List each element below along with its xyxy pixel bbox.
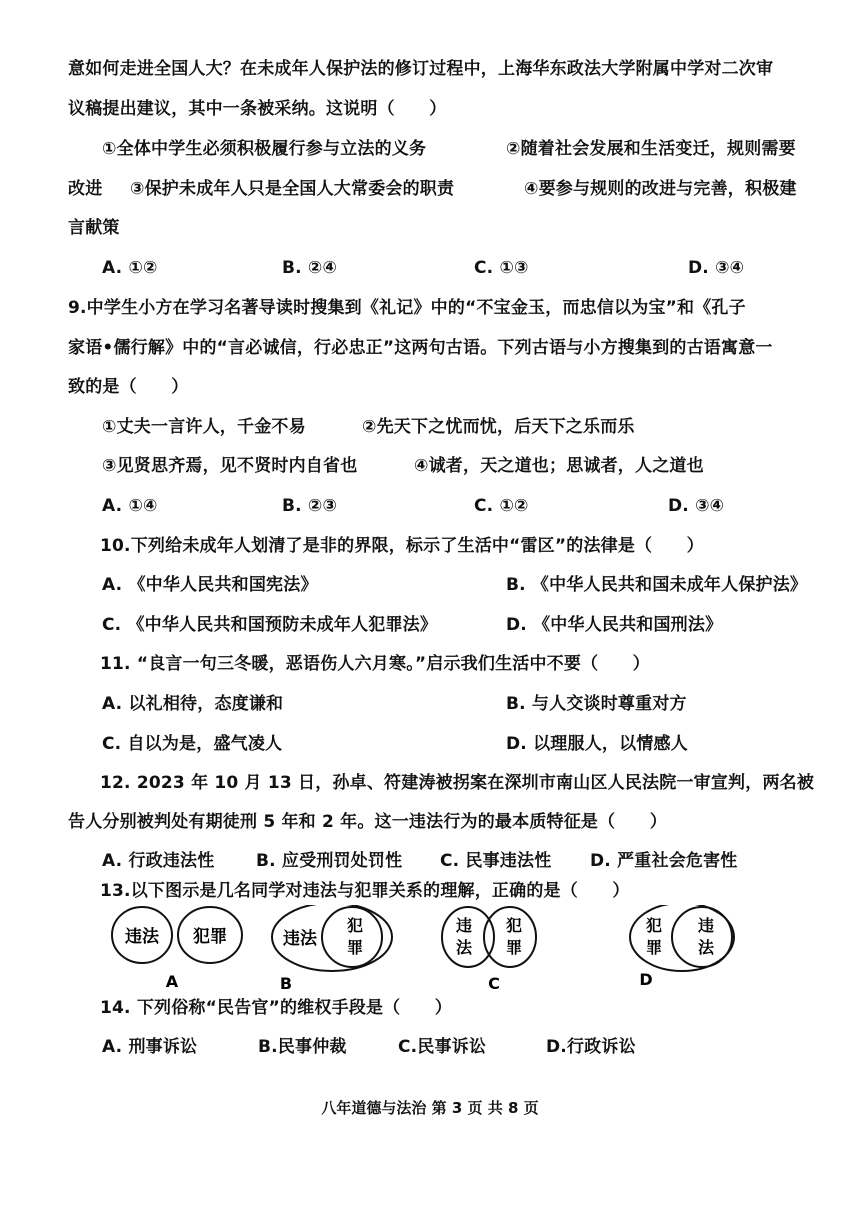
- text-line: D.行政诉讼: [546, 1037, 636, 1057]
- text-line: ①全体中学生必须积极履行参与立法的义务: [102, 139, 427, 159]
- text-line: A. 以礼相待，态度谦和: [102, 694, 284, 714]
- text-line: 致的是（ ）: [68, 377, 189, 397]
- text-line: ④要参与规则的改进与完善，积极建: [524, 179, 797, 199]
- text-line: D. ③④: [688, 258, 745, 278]
- text-line: A. ①②: [102, 258, 158, 278]
- text-line: 家语•儒行解》中的“言必诚信，行必忠正”这两句古语。下列古语与小方搜集到的古语寓意一: [68, 338, 773, 358]
- diagram-d-fan: 犯: [645, 916, 663, 935]
- diagram-d-zui: 罪: [645, 938, 663, 957]
- text-line: 14. 下列俗称“民告官”的维权手段是（ ）: [100, 998, 452, 1018]
- text-line: B. ②③: [282, 496, 338, 516]
- text-line: A. 《中华人民共和国宪法》: [102, 575, 318, 595]
- text-line: A. ①④: [102, 496, 158, 516]
- diagram-c-fa: 法: [455, 938, 473, 957]
- diagram-a-fanzui: 犯罪: [193, 927, 227, 947]
- text-line: ②先天下之忧而忧，后天下之乐而乐: [362, 417, 635, 437]
- diagram-d: [630, 905, 734, 989]
- text-line: C.民事诉讼: [398, 1037, 487, 1057]
- text-line: A. 刑事诉讼: [102, 1037, 198, 1057]
- text-line: 议稿提出建议，其中一条被采纳。这说明（ ）: [68, 99, 447, 119]
- text-line: 意如何走进全国人大？在未成年人保护法的修订过程中，上海华东政法大学附属中学对二次审: [68, 59, 774, 79]
- diagram-a-weifa: 违法: [125, 927, 159, 947]
- text-line: ①丈夫一言许人，千金不易: [102, 417, 306, 437]
- diagram-b-fan: 犯: [346, 916, 364, 935]
- venn-diagram-svg: [110, 905, 750, 995]
- diagram-b-weifa: 违法: [283, 929, 317, 949]
- text-line: 10.下列给未成年人划清了是非的界限，标示了生活中“雷区”的法律是（ ）: [100, 536, 704, 556]
- diagram-b-zui: 罪: [346, 938, 364, 957]
- text-line: ④诚者，天之道也；思诚者，人之道也: [414, 456, 704, 476]
- diagram-a-label: A: [165, 972, 179, 991]
- page-footer: 八年道德与法治 第 3 页 共 8 页: [321, 1099, 539, 1117]
- diagram-b: [272, 905, 392, 993]
- text-line: 9.中学生小方在学习名著导读时搜集到《礼记》中的“不宝金玉，而忠信以为宝”和《孔子: [68, 298, 746, 318]
- text-line: B. 《中华人民共和国未成年人保护法》: [506, 575, 808, 595]
- text-line: ③保护未成年人只是全国人大常委会的职责: [130, 179, 455, 199]
- text-line: D. 《中华人民共和国刑法》: [506, 615, 723, 635]
- diagram-c: [442, 907, 536, 993]
- text-line: D. ③④: [668, 496, 725, 516]
- text-line: C. 民事违法性: [440, 851, 552, 871]
- diagram-a: [112, 907, 242, 991]
- diagram-c-fan: 犯: [505, 916, 523, 935]
- text-line: D. 以理服人，以情感人: [506, 734, 688, 754]
- text-line: 言献策: [68, 218, 120, 238]
- text-line: ③见贤思齐焉，见不贤时内自省也: [102, 456, 358, 476]
- text-line: 13.以下图示是几名同学对违法与犯罪关系的理解，正确的是（ ）: [100, 881, 630, 901]
- text-line: B.民事仲裁: [258, 1037, 347, 1057]
- venn-diagrams: [110, 905, 750, 995]
- diagram-c-wei: 违: [455, 916, 473, 935]
- diagram-d-label: D: [639, 970, 653, 989]
- text-line: 12. 2023 年 10 月 13 日，孙卓、符建涛被拐案在深圳市南山区人民法院一审宣判，两名被: [100, 773, 815, 793]
- text-line: B. 与人交谈时尊重对方: [506, 694, 687, 714]
- diagram-c-label: C: [488, 974, 500, 993]
- diagram-d-fa: 法: [697, 938, 715, 957]
- text-line: 11. “良言一句三冬暖，恶语伤人六月寒。”启示我们生活中不要（ ）: [100, 654, 650, 674]
- text-line: B. 应受刑罚处罚性: [256, 851, 403, 871]
- diagram-c-zui: 罪: [505, 938, 523, 957]
- text-line: A. 行政违法性: [102, 851, 215, 871]
- text-line: 告人分别被判处有期徒刑 5 年和 2 年。这一违法行为的最本质特征是（ ）: [68, 812, 667, 832]
- text-line: ②随着社会发展和生活变迁，规则需要: [506, 139, 796, 159]
- text-line: C. ①②: [474, 496, 529, 516]
- text-line: C. ①③: [474, 258, 529, 278]
- text-line: B. ②④: [282, 258, 338, 278]
- diagram-b-label: B: [279, 974, 293, 993]
- diagram-d-wei: 违: [697, 916, 715, 935]
- text-line: C. 《中华人民共和国预防未成年人犯罪法》: [102, 615, 438, 635]
- text-line: 改进: [68, 179, 103, 199]
- text-line: D. 严重社会危害性: [590, 851, 738, 871]
- text-line: C. 自以为是，盛气凌人: [102, 734, 283, 754]
